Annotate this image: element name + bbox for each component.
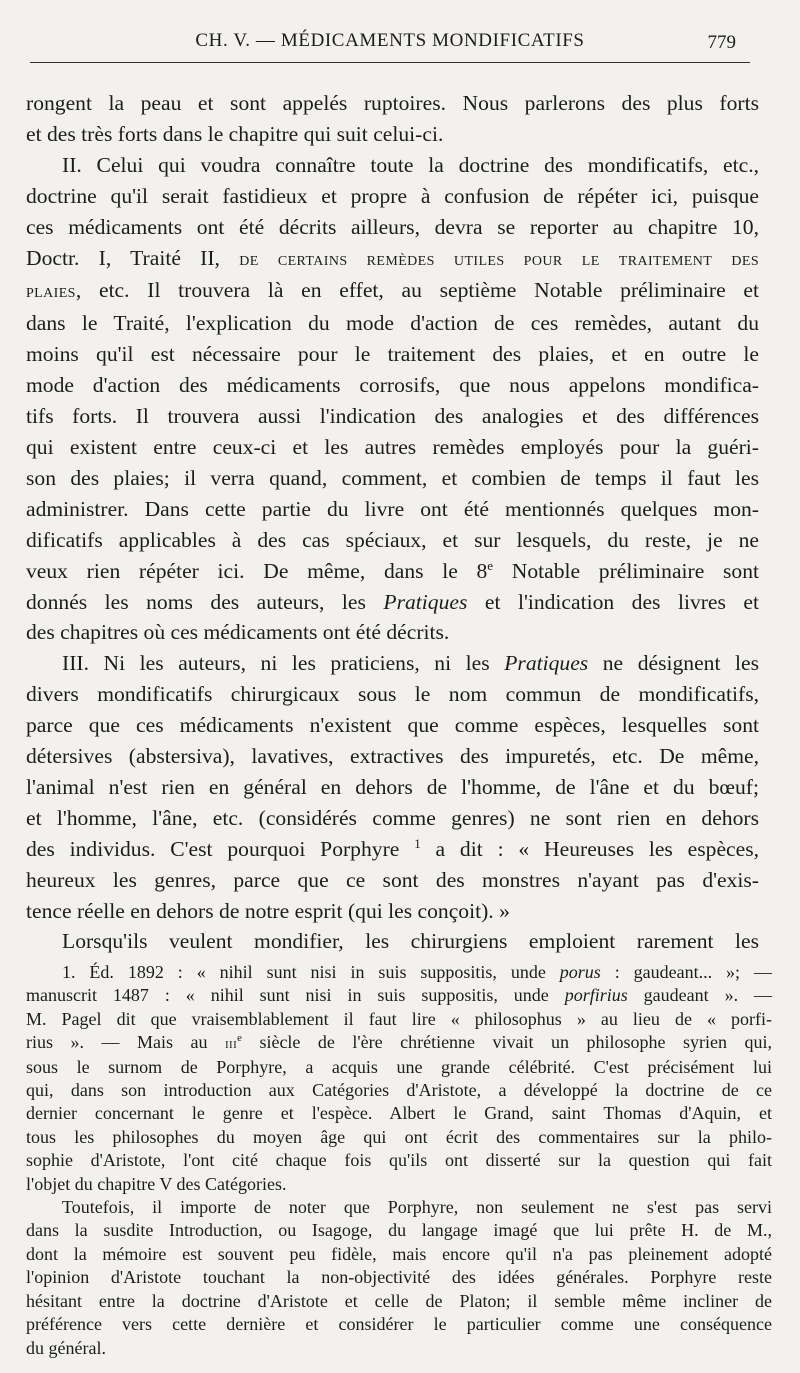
superscript: e [487,557,494,573]
text-line: rongent la peau et sont appelés ruptoires. Nous parlerons des plus forts [26,91,759,115]
text-line: administrer. Dans cette partie du livre ont été mentionnés quelques mon- [26,496,759,521]
text-line: détersives (abstersiva), lavatives, extractives des impuretés, etc. De même, [26,744,759,769]
text-line: donnés les noms des auteurs, les Pratiques et l'indication des livres et [26,589,759,614]
footnote-line: dernier concernant le genre et l'espèce. Albert le Grand, saint Thomas d'Aquin, et [26,1103,772,1124]
text-line: veux rien répéter ici. De même, dans le 8e Notable préliminaire sont [26,557,759,583]
footnote-line: dont la mémoire est souvent peu fidèle, mais encore qu'il n'a pas pleinement adopté [26,1243,772,1264]
footnote-line: manuscrit 1487 : « nihil sunt nisi in suis suppositis, unde porfirius gaudeant ». — [26,985,773,1006]
text-line: l'animal n'est rien en général en dehors de l'homme, de l'âne et du bœuf; [26,774,759,799]
text-line: des individus. C'est pourquoi Porphyre $^1$ a dit : « Heureuses les espèces, [26,835,759,861]
footnote-line: sophie d'Aristote, l'ont cité chaque fois qu'ils ont disserté sur la question qui fait [26,1150,772,1171]
text-line: Lorsqu'ils veulent mondifier, les chirurgiens emploient rarement les [62,929,759,954]
footnote-line: tous les philosophes du moyen âge qui ont écrit des commentaires sur la philo- [26,1126,772,1147]
footnote-line: dans la susdite Introduction, ou Isagoge, du langage imagé que lui prête H. de M., [26,1220,772,1241]
text-line: tifs forts. Il trouvera aussi l'indication des analogies et des différences [26,404,759,429]
text-line: mode d'action des médicaments corrosifs, que nous appelons mondifica- [26,373,759,398]
footnote-line: rius ». — Mais au iii$^e$ siècle de l'ère chrétienne vivait un philosophe syrien qui, [26,1032,772,1053]
text-line: et des très forts dans le chapitre qui suit celui-ci. [26,121,444,146]
footnote-line: l'opinion d'Aristote touchant la non-objectivité des idées générales. Porphyre reste [26,1267,772,1288]
footnote-line: Toutefois, il importe de noter que Porphyre, non seulement ne s'est pas servi [62,1197,772,1218]
text-line: moins qu'il est nécessaire pour le traitement des plaies, et en outre le [26,342,759,367]
text-line: ces médicaments ont été décrits ailleurs, devra se reporter au chapitre 10, [26,214,759,239]
main-text [26,88,759,957]
text-line: divers mondificatifs chirurgicaux sous le nom commun de mondificatifs, [26,682,759,707]
text-line: parce que ces médicaments n'existent que comme espèces, lesquelles sont [26,713,759,738]
text-line: son des plaies; il verra quand, comment, et combien de temps il faut les [26,465,759,490]
text-line: dans le Traité, l'explication du mode d'action de ces remèdes, autant du [26,311,759,336]
small-caps-title: plaies [26,281,76,303]
footnotes [26,961,772,1360]
text-line: et l'homme, l'âne, etc. (considérés comme genres) ne sont rien en dehors [26,805,759,830]
footnote-line: M. Pagel dit que vraisemblablement il faut lire « philosophus » au lieu de « porfi- [26,1008,772,1029]
superscript: e [237,1032,242,1045]
text-line: Doctr. I, Traité II, de certains remèdes utiles pour le traitement des [26,245,760,270]
footnote-line: l'objet du chapitre V des Catégories. [26,1173,287,1194]
text-line: plaies, etc. Il trouvera là en effet, au septième Notable préliminaire et [26,278,759,303]
roman-numeral: iii [224,1034,238,1053]
italic-title: Pratiques [504,651,589,676]
italic-title: Pratiques [383,589,468,614]
footnote-line: du général. [26,1337,106,1358]
footnote-line: 1. Éd. 1892 : « nihil sunt nisi in suis suppositis, unde porus : gaudeant... »; — [62,962,772,982]
small-caps-title: de certains remèdes utiles pour le traitement des [239,248,760,270]
footnote-line: sous le surnom de Porphyre, a acquis une grande célébrité. C'est précisément lui [26,1056,772,1077]
footnote-ref: 1 [414,835,421,851]
text-line: qui existent entre ceux-ci et les autres remèdes employés pour la guéri- [26,434,759,459]
running-header [30,28,750,63]
footnote-line: hésitant entre la doctrine d'Aristote et celle de Platon; il semble même incliner de [26,1290,772,1311]
chapter-title: CH. V. — MÉDICAMENTS MONDIFICATIFS [195,30,585,51]
text-line: III. Ni les auteurs, ni les praticiens, ni les Pratiques ne désignent les [62,651,759,676]
text-line: tence réelle en dehors de notre esprit (qui les conçoit). » [26,898,510,923]
text-line: II. Celui qui voudra connaître toute la doctrine des mondificatifs, etc., [62,152,759,177]
text-line: dificatifs applicables à des cas spéciaux, et sur lesquels, du reste, je ne [26,527,759,552]
text-line: doctrine qu'il serait fastidieux et propre à confusion de répéter ici, puisque [26,183,759,208]
footnote-line: qui, dans son introduction aux Catégories d'Aristote, a développé la doctrine de ce [26,1080,772,1101]
page-number: 779 [707,32,736,53]
footnote-line: préférence vers cette dernière et considérer le particulier comme une conséquence [26,1314,772,1335]
italic-word: porfirius [564,985,628,1006]
text-line: heureux les genres, parce que ce sont des monstres n'ayant pas d'exis- [26,867,759,892]
italic-word: porus [559,962,601,982]
text-line: des chapitres où ces médicaments ont été décrits. [26,620,450,645]
